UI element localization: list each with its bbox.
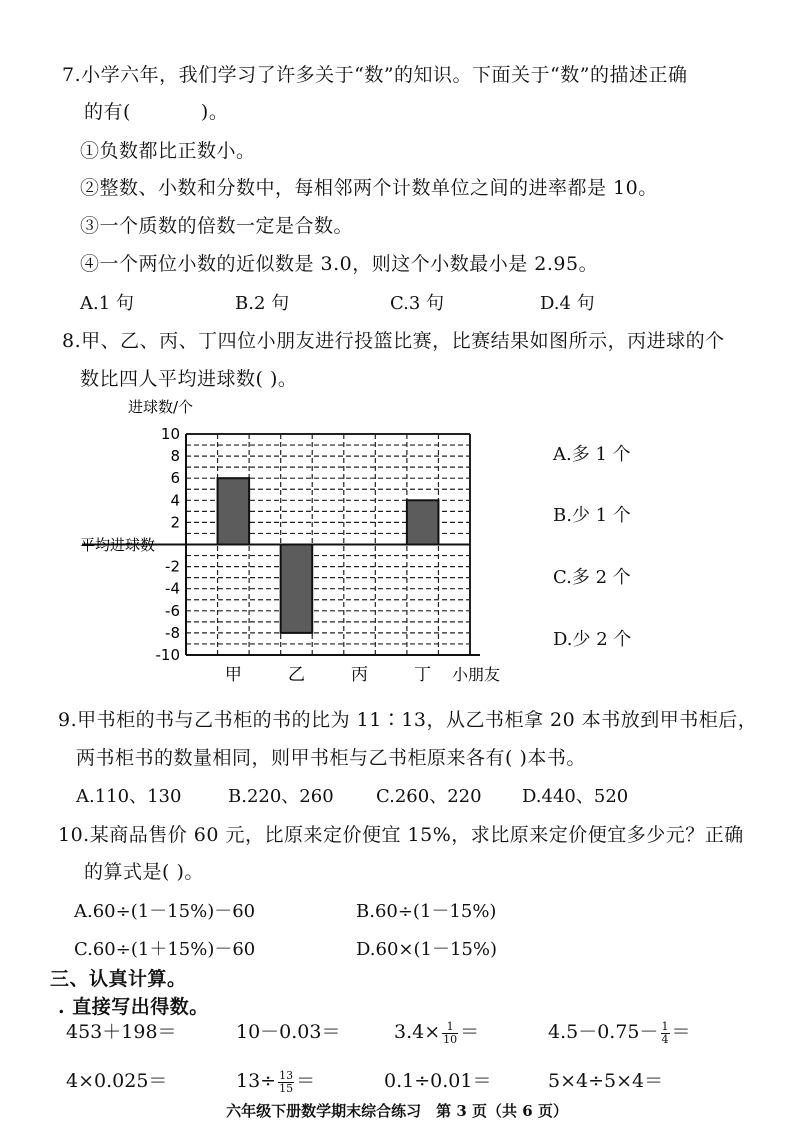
y-axis-label: 进球数/个: [128, 398, 194, 416]
bar-丁: [407, 500, 439, 544]
fraction-numerator: 1: [442, 1021, 458, 1034]
y-tick-label: 2: [170, 513, 180, 532]
page-footer: 六年级下册数学期末综合练习 第 3 页（共 6 页）: [226, 1102, 568, 1120]
calc-item-6: [236, 1066, 315, 1095]
calc-item-4: [548, 1017, 691, 1046]
calc-3-equals: ＝: [460, 1021, 480, 1043]
calc-6-expr: 13÷: [236, 1070, 277, 1092]
bar-甲: [218, 478, 250, 544]
q9-option-b[interactable]: B.220、260: [228, 786, 334, 807]
calc-item-8: 5×4÷5×4＝: [548, 1070, 664, 1092]
q7-line2: [84, 97, 228, 124]
q7-option-b[interactable]: B.2 句: [235, 293, 290, 314]
q7-statement-2: ②整数、小数和分数中，每相邻两个计数单位之间的进率都是 10。: [80, 177, 658, 199]
q8-line2: 数比四人平均进球数( )。: [80, 368, 298, 390]
fraction-denominator: 4: [661, 1032, 669, 1046]
calc-item-5: 4×0.025＝: [66, 1070, 168, 1092]
y-tick-label: -4: [165, 579, 180, 598]
fraction: [278, 1070, 294, 1095]
x-tick-label: 乙: [287, 665, 305, 685]
fraction-denominator: 10: [443, 1032, 458, 1046]
q8-option-d[interactable]: D.少 2 个: [553, 629, 632, 650]
q9-option-d[interactable]: D.440、520: [522, 786, 629, 807]
q9-option-c[interactable]: C.260、220: [376, 786, 482, 807]
calc-item-1: 453＋198＝: [66, 1021, 177, 1043]
q9-option-a[interactable]: A.110、130: [76, 786, 182, 807]
fraction-denominator: 15: [279, 1081, 294, 1095]
baseline-label: 平均进球数: [80, 536, 156, 554]
calc-3-expr: 3.4×: [394, 1021, 441, 1043]
fraction-numerator: 13: [279, 1068, 294, 1082]
q10-option-b[interactable]: B.60÷(1－15%): [356, 901, 497, 922]
x-tick-label: 丁: [414, 665, 432, 685]
calc-6-equals: ＝: [296, 1070, 316, 1092]
x-tick-labels: [225, 665, 431, 685]
x-tick-label: 甲: [224, 665, 242, 685]
q7-option-d[interactable]: D.4 句: [540, 293, 595, 314]
section-3-subtitle: . 直接写出得数。: [58, 996, 209, 1018]
q9-line1: 9.甲书柜的书与乙书柜的书的比为 11∶13，从乙书柜拿 20 本书放到甲书柜后，: [58, 709, 758, 731]
calc-4-expr: 4.5－0.75－: [548, 1021, 659, 1043]
fraction-numerator: 1: [661, 1019, 669, 1033]
y-tick-label: 10: [160, 425, 180, 443]
section-3-title: 三、认真计算。: [50, 968, 187, 990]
q7-statement-3: ③一个质数的倍数一定是合数。: [80, 215, 354, 237]
calc-4-equals: ＝: [671, 1021, 691, 1043]
q10-option-c[interactable]: C.60÷(1＋15%)－60: [74, 939, 256, 960]
q8-option-b[interactable]: B.少 1 个: [553, 505, 631, 526]
q9-line2: 两书柜书的数量相同，则甲书柜与乙书柜原来各有( )本书。: [76, 747, 586, 769]
q8-option-c[interactable]: C.多 2 个: [553, 567, 631, 588]
q10-option-d[interactable]: D.60×(1－15%): [356, 939, 498, 960]
q7-line2-pre: 的有(: [84, 101, 131, 123]
y-tick-label: -10: [155, 646, 180, 664]
y-tick-label: 6: [170, 469, 180, 488]
calc-item-2: 10－0.03＝: [236, 1021, 341, 1043]
y-tick-label: 4: [170, 491, 180, 510]
goals-chart: [74, 392, 634, 692]
q7-statement-4: ④一个两位小数的近似数是 3.0，则这个小数最小是 2.95。: [80, 253, 599, 275]
q7-line1: 7.小学六年，我们学习了许多关于“数”的知识。下面关于“数”的描述正确: [62, 64, 688, 86]
calc-item-3: [394, 1017, 479, 1046]
q8-line1: 8.甲、乙、丙、丁四位小朋友进行投篮比赛，比赛结果如图所示，丙进球的个: [62, 330, 725, 352]
fraction: [661, 1021, 670, 1046]
q7-option-a[interactable]: A.1 句: [80, 293, 134, 314]
y-tick-label: -8: [165, 623, 180, 642]
q7-option-c[interactable]: C.3 句: [390, 293, 445, 314]
y-tick-label: -2: [165, 557, 180, 576]
y-tick-label: 8: [170, 447, 180, 466]
q10-line2: 的算式是( )。: [84, 861, 204, 883]
fraction: [442, 1021, 458, 1046]
x-axis-label: 小朋友: [452, 665, 501, 684]
q7-statement-1: ①负数都比正数小。: [80, 140, 256, 162]
bar-乙: [281, 545, 313, 633]
q7-line2-post: )。: [200, 101, 229, 123]
q8-option-a[interactable]: A.多 1 个: [553, 444, 631, 465]
q10-option-a[interactable]: A.60÷(1－15%)－60: [74, 901, 256, 922]
q10-line1: 10.某商品售价 60 元，比原来定价便宜 15%，求比原来定价便宜多少元？正确: [58, 824, 744, 846]
x-tick-label: 丙: [351, 665, 369, 685]
y-tick-label: -6: [165, 601, 180, 620]
calc-item-7: 0.1÷0.01＝: [384, 1070, 492, 1092]
